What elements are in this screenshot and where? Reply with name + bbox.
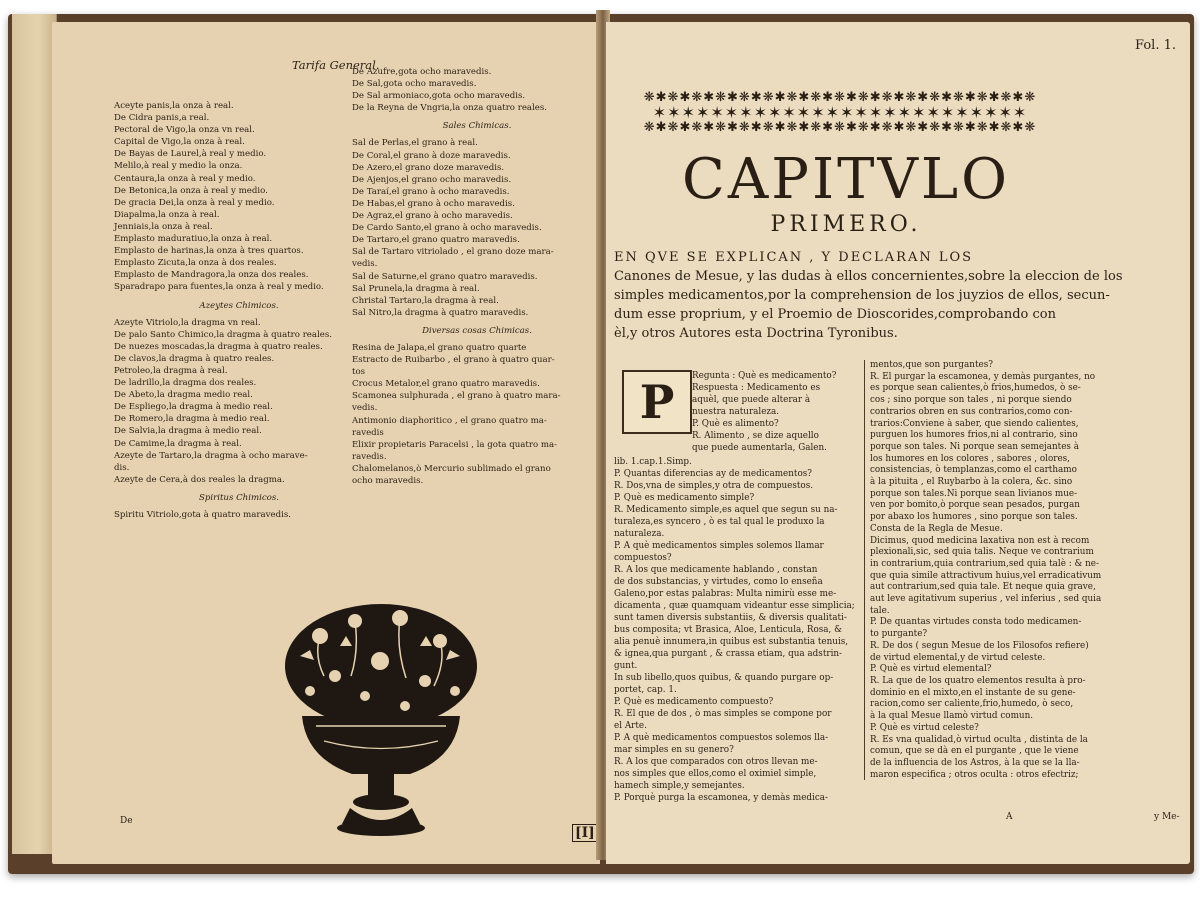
text-line: P. Què es medicamento compuesto? [614,697,774,707]
text-line: ravedis [352,427,384,438]
text-line: De Ajenjos,el grano ocho maravedis. [352,174,512,185]
section-heading: Spiritus Chimicos. [198,492,279,503]
list-group [352,137,600,318]
text-line: De Salvia,la dragma à medio real. [114,426,262,437]
text-line: Petroleo,la dragma à real. [114,365,228,376]
text-line: trarios:Conviene à saber, que siendo calientes, [870,418,1079,429]
text-line: de la influencia de los Astros, à la que se la lla- [870,757,1080,768]
text-line: R. La que de los quatro elementos resulta à pro- [870,675,1086,686]
text-line: in contrarium,quia contrarium,sed quia talè : & ne- [870,558,1099,569]
text-line: R. Es vna qualidad,ò virtud oculta , distinta de la [870,734,1088,745]
column-a-top [692,370,862,454]
text-line: Canones de Mesue, y las dudas à ellos concernientes,sobre la eleccion de los [614,269,1123,284]
text-line: turaleza,es syncero , ò es tal qual le produxo la [614,517,825,527]
text-line: gunt. [614,661,638,671]
text-line: Capital de Vigo,la onza à real. [114,137,245,148]
text-line: sunt tamen diversis substantiis, & diversis qualitati- [614,613,847,623]
text-line: contrarios obren en sus contrarios,como con- [870,406,1073,417]
text-line: De nuezes moscadas,la dragma à quatro reales. [114,341,323,352]
text-line: de dos substancias, y virtudes, como lo enseña [614,577,823,587]
left-column-2 [352,66,600,487]
text-line: Sal Nitro,la dragma à quatro maravedis. [352,307,529,318]
text-line: ven por bomito,ò porque sean pesados, purgan [870,500,1080,511]
text-line: R. De dos ( segun Mesue de los Filosofos refiere) [870,640,1089,651]
text-line: & ignea,qua purgant , & crassa etiam, qua adstrin- [614,649,843,659]
text-line: De Espliego,la dragma à medio real. [114,402,273,413]
text-line: simples medicamentos,por la comprehension de los juyzios de ellos, secun- [614,288,1110,303]
text-line: De ladrillo,la dragma dos reales. [114,378,257,389]
text-line: Sal de Saturne,el grano quatro maravedis. [352,271,538,282]
text-line: dum esse proprium, y el Proemio de Dioscorides,comprobando con [614,307,1056,322]
text-line: consistencias, ò templanzas,como el carthamo [870,465,1077,476]
text-line: nos simples que ellos,como el oximiel simple, [614,769,817,779]
text-line: es porque sean calientes,ò frios,humedos, ò se- [870,383,1081,394]
text-line: Crocus Metalor,el grano quatro maravedis. [352,379,540,390]
text-line: De Romero,la dragma à medio real. [114,414,270,425]
list-group [114,100,364,294]
footer-mark: De [120,816,133,826]
section-heading: Sales Chimicas. [442,121,512,132]
text-line: que quia simile attractivum huius,vel erradicativum [870,570,1102,581]
text-line: R. Alimento , se dize aquello [692,431,819,441]
text-line: aquèl, que puede alterar à [692,395,811,405]
text-line: à la qual Mesue llamò virtud comun. [870,711,1034,722]
text-line: Respuesta : Medicamento es [692,383,821,393]
summary-line: EN QVE SE EXPLICAN , Y DECLARAN LOS [614,250,974,265]
folio-number: Fol. 1. [1135,38,1176,53]
text-line: Pectoral de Vigo,la onza vn real. [114,125,255,136]
section-heading: Azeytes Chimicos. [199,300,279,311]
text-line: Diapalma,la onza à real. [114,209,220,220]
text-line: bus composita; vt Brasica, Aloe, Lenticula, Rosa, & [614,625,842,635]
text-line: porque son tales.Ni porque sean livianos mue- [870,488,1078,499]
text-line: R. A los que medicamente hablando , constan [614,565,818,575]
text-line: Aceyte panis,la onza à real. [114,101,234,111]
text-line: racion,como ser caliente,frio,humedo, ò seco, [870,699,1074,710]
text-line: maron especifica ; otros oculta : otros efectriz; [870,769,1079,780]
text-line: Christal Tartaro,la dragma à real. [352,295,499,306]
text-line: P. De quantas virtudes consta todo medicamen- [870,617,1082,628]
text-line: naturaleza. [614,529,665,539]
list-group [352,342,600,487]
text-line: de virtud elemental,y de virtud celeste. [870,652,1046,663]
text-line: cos ; sino porque son tales , ni porque siendo [870,395,1072,406]
text-line: R. El purgar la escamonea, y demàs purgantes, no [870,371,1096,382]
text-line: plexionali,sic, sed quia talis. Neque ve contrarium [870,547,1094,558]
text-line: los humores en los colores , sabores , olores, [870,453,1070,464]
text-line: Estracto de Ruibarbo , el grano à quatro quar- [352,355,555,366]
text-line: Emplasto de Mandragora,la onza dos reales. [114,270,309,281]
text-line: Sal de Tartaro vitriolado , el grano doze mara- [352,247,554,258]
text-line: comun, que se dà en el purgante , que le viene [870,746,1079,757]
text-line: Dicimus, quod medicina laxativa non est à recom [870,535,1090,546]
chapter-subtitle: PRIMERO. [770,212,922,237]
text-line: R. Dos,vna de simples,y otra de compuestos. [614,481,814,491]
column-b [870,360,1170,781]
text-line: De Tartaro,el grano quatro maravedis. [352,235,520,246]
text-line: dicamenta , quæ quamquam videantur esse simplicia; [614,601,855,611]
text-line: èl,y otros Autores esta Doctrina Tyronibus. [614,326,898,341]
chapter-title: CAPITVLO [682,147,1010,212]
text-line: Emplasto de harinas,la onza à tres quartos. [114,246,304,257]
text-line: aut contrarium,sed quia tale. Et neque quia grave, [870,582,1096,593]
catchword: y Me- [1154,812,1180,822]
text-line: P. Porquè purga la escamonea, y demàs medica- [614,793,828,803]
column-rule [864,360,865,780]
text-line: Azeyte de Tartaro,la dragma à ocho marave- [114,450,308,461]
text-line: dominio en el mixto,en el instante de su gene- [870,687,1076,698]
text-line: que puede aumentarla, Galen. [692,443,827,453]
text-line: De Cidra panis,a real. [114,113,210,124]
text-line: Regunta : Què es medicamento? [692,371,837,381]
text-line: vedis. [352,259,378,270]
list-group [352,66,600,114]
right-page [606,22,1190,864]
text-line: alia penuè innumera,in quibus est substantia tenuis, [614,637,849,647]
text-line: De clavos,la dragma à quatro reales. [114,353,275,364]
signature-letter: A [1006,812,1013,822]
text-line: mentos,que son purgantes? [870,360,993,370]
text-line: P. Què es medicamento simple? [614,493,755,503]
ornament-band: ✶✶✶✶✶✶✶✶✶✶✶✶✶✶✶✶✶✶✶✶✶✶✶✶✶✶ [652,102,1028,122]
text-line: Scamonea sulphurada , el grano à quatro mara- [352,391,561,402]
text-line: De palo Santo Chimico,la dragma à quatro reales. [114,329,332,340]
text-line: P. A què medicamentos compuestos solemos lla- [614,733,829,743]
text-line: lib. 1.cap.1.Simp. [614,457,692,467]
text-line: por abaxo los humores , sino porque son tales. [870,512,1078,523]
text-line: Azeyte Vitriolo,la dragma vn real. [114,317,261,328]
text-line: Emplasto maduratiuo,la onza à real. [114,234,273,245]
ornament-band: ❋✱❋✱❋✱❋✱❋✱❋✱❋✱❋✱❋✱❋✱❋✱❋✱❋✱❋✱❋✱❋✱❋ [643,89,1037,105]
text-line: Emplasto Zicuta,la onza à dos reales. [114,258,277,269]
text-line: De la Reyna de Vngria,la onza quatro reales. [352,103,548,114]
text-line: Azeyte de Cera,à dos reales la dragma. [114,474,285,485]
running-head: Tarifa General. [292,58,380,72]
left-page [52,22,600,864]
text-line: De Camime,la dragma à real. [114,438,242,449]
text-line: ravedis. [352,451,387,462]
chapter-summary [614,248,1123,343]
header-ornament [610,80,1070,144]
text-line: Chalomelanos,ò Mercurio sublimado el grano [352,463,551,474]
text-line: De gracia Dei,la onza à real y medio. [114,197,275,208]
text-line: Antimonio diaphoritico , el grano quatro ma- [352,415,547,426]
ornament-band: ❋✱❋✱❋✱❋✱❋✱❋✱❋✱❋✱❋✱❋✱❋✱❋✱❋✱❋✱❋✱❋✱❋ [643,119,1037,135]
text-line: P. Quantas diferencias ay de medicamentos? [614,469,812,479]
text-line: compuestos? [614,553,672,563]
text-line: to purgante? [870,629,928,640]
text-line: P. Què es virtud elemental? [870,664,992,675]
flower-vase-woodcut [280,596,482,846]
left-column-1 [114,100,364,521]
text-line: De Taraí,el grano à ocho maravedis. [352,186,510,197]
text-line: De Betonica,la onza à real y medio. [114,185,268,196]
text-line: Sparadrapo para fuentes,la onza à real y medio. [114,282,324,293]
text-line: ocho maravedis. [352,476,424,486]
text-line: mar simples en su genero? [614,745,734,755]
text-line: dis. [114,462,130,473]
text-line: De Agraz,el grano à ocho maravedis. [352,211,513,222]
text-line: portet, cap. 1. [614,685,677,695]
text-line: R. El que de dos , ò mas simples se compone por [614,709,832,719]
section-heading: Diversas cosas Chimicas. [422,325,532,336]
signature-mark: [I] [572,824,598,842]
text-line: hamech simple,y semejantes. [614,781,745,791]
text-line: porque son tales. Ni porque sean semejantes à [870,441,1079,452]
text-line: el Arte. [614,721,647,731]
text-line: Centaura,la onza à real y medio. [114,173,256,184]
column-a [614,456,862,804]
text-line: P. Què es virtud celeste? [870,722,979,733]
text-line: Sal Prunela,la dragma à real. [352,283,480,294]
text-line: De Abeto,la dragma medio real. [114,390,253,401]
list-group [114,317,364,486]
text-line: tos [352,367,366,378]
text-line: Sal de Perlas,el grano à real. [352,138,478,149]
text-line: De Azero,el grano doze maravedis. [352,162,505,173]
text-line: Jenniais,la onza à real. [114,221,213,232]
text-line: In sub libello,quos quibus, & quando purgare op- [614,673,834,683]
text-line: De Sal,gota ocho maravedis. [352,79,477,90]
page-edges [12,14,57,854]
drop-cap: P [622,370,692,434]
text-line: De Bayas de Laurel,à real y medio. [114,149,267,160]
text-line: tale. [870,605,890,616]
text-line: De Habas,el grano à ocho maravedis. [352,198,515,209]
text-line: De Sal armoniaco,gota ocho maravedis. [352,91,526,102]
text-line: De Coral,el grano à doze maravedis. [352,150,511,161]
text-line: P. Què es alimento? [692,419,779,429]
text-line: Spiritu Vitriolo,gota à quatro maravedis. [114,510,291,520]
text-line: De Cardo Santo,el grano à ocho maravedis. [352,223,542,234]
text-line: aut leve agitativum superius , vel inferius , sed quia [870,594,1102,605]
text-line: R. Medicamento simple,es aquel que segun su na- [614,505,838,515]
text-line: à la pituita , el Ruybarbo à la colera, &c. sino [870,477,1073,488]
text-line: Consta de la Regla de Mesue. [870,523,1003,534]
text-line: nuestra naturaleza. [692,407,780,417]
text-line: Galeno,por estas palabras: Multa nimirù esse me- [614,589,837,599]
text-line: R. A los que comparados con otros llevan me- [614,757,818,767]
list-group [114,509,364,521]
text-line: purguen los humores frios,ni al contrario, sino [870,430,1078,441]
text-line: Melilo,à real y medio la onza. [114,161,243,172]
text-line: Elixir propietaris Paracelsi , la gota quatro ma- [352,439,558,450]
text-line: vedis. [352,403,378,414]
text-line: P. A què medicamentos simples solemos llamar [614,541,824,551]
text-line: De Azufre,gota ocho maravedis. [352,67,492,77]
text-line: Resina de Jalapa,el grano quatro quarte [352,342,527,353]
